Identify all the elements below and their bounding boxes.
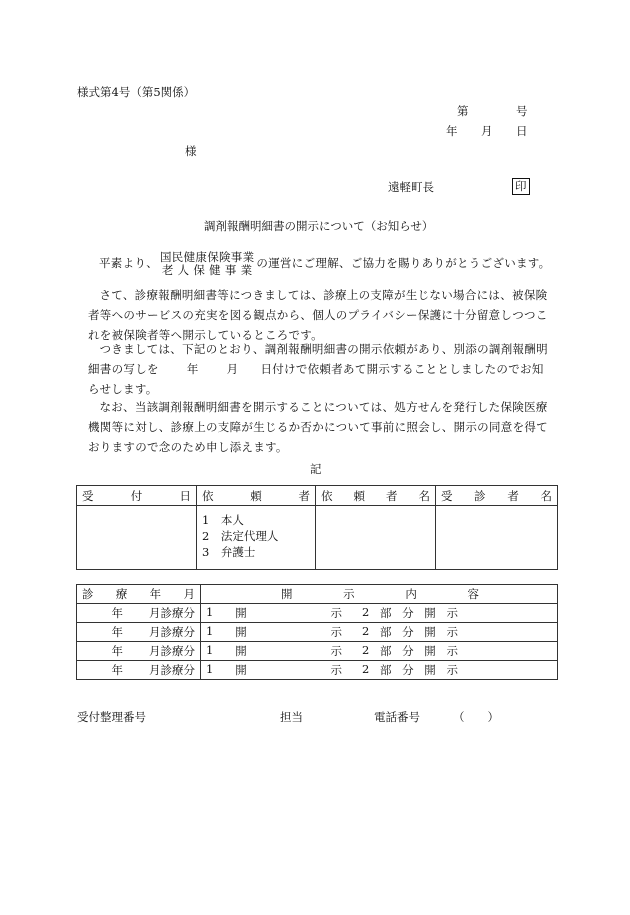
header-char: 者 — [507, 488, 519, 503]
header-char: 受 — [441, 488, 453, 503]
header-char: 頼 — [250, 488, 262, 503]
option-full-number: 1 — [206, 605, 214, 619]
option-partial-char: 分 — [402, 663, 414, 677]
header-cell-requester-name — [316, 486, 436, 506]
ki-heading: 記 — [310, 462, 322, 476]
disclosure-row — [77, 604, 558, 623]
seal-mark — [512, 178, 530, 195]
p1-stack-top: 国民健康保険事業 — [160, 250, 255, 264]
option-full-char-1: 開 — [235, 625, 247, 639]
request-table — [76, 485, 558, 570]
option-partial-char: 開 — [424, 625, 436, 639]
option-partial-number: 2 — [362, 605, 370, 619]
option-full-char-2: 示 — [330, 625, 342, 639]
reception-date-cell — [77, 506, 197, 570]
header-cell-requester — [197, 486, 316, 506]
header-char: 療 — [115, 587, 128, 601]
option-partial-number: 2 — [362, 662, 370, 676]
header-char: 受 — [82, 488, 94, 503]
disclosure-rows — [77, 604, 558, 680]
row-year: 年 — [111, 644, 123, 658]
option-partial-char: 示 — [446, 625, 458, 639]
date-year: 年 — [446, 124, 458, 138]
header-char: 示 — [343, 587, 355, 601]
disclosure-row — [77, 623, 558, 642]
row-month-label: 月診療分 — [149, 663, 195, 677]
p3-part-b: 日付けで依頼者あて開示することとしましたのでお知らせします。 — [88, 362, 544, 396]
option-partial-char: 開 — [424, 644, 436, 658]
header-char: 者 — [386, 488, 398, 503]
option-full-number: 1 — [206, 624, 214, 638]
row-year: 年 — [111, 606, 123, 620]
option-partial-number: 2 — [362, 624, 370, 638]
option-partial-char: 部 — [379, 663, 392, 677]
header-cell-treatment-month — [77, 585, 201, 604]
option-full-char-1: 開 — [235, 663, 247, 677]
option-partial-char: 部 — [379, 606, 392, 620]
phone-parens: （ ） — [453, 710, 499, 724]
form-number: 様式第4号（第5関係） — [77, 85, 196, 99]
disclosure-options-cell — [201, 661, 558, 680]
option-partial-char: 分 — [402, 644, 414, 658]
option-partial-char: 示 — [446, 606, 458, 620]
header-char: 日 — [179, 488, 191, 503]
row-month-label: 月診療分 — [149, 644, 195, 658]
requester-option-lawyer: 3 弁護士 — [202, 545, 256, 559]
p3-month: 月 — [226, 362, 239, 376]
p3-part-a: つきましては、下記のとおり、調剤報酬明細書の開示依頼があり、別添の調剤報酬明細書の写しを — [88, 342, 548, 376]
option-full-char-2: 示 — [330, 606, 342, 620]
header-char: 内 — [405, 587, 417, 601]
header-char: 依 — [321, 488, 333, 503]
p3-year: 年 — [186, 362, 199, 376]
treatment-month-cell — [77, 642, 201, 661]
disclosure-options-cell — [201, 642, 558, 661]
paragraph-4: なお、当該調剤報酬明細書を開示することについては、処方せんを発行した保険医療機関等に対し、診療上の支障が生じるか否かについて事前に照会し、開示の同意を得ておりますので念のため申し添えます。 — [88, 400, 548, 454]
header-char: 名 — [418, 488, 430, 503]
header-cell-reception-date — [77, 486, 197, 506]
option-partial-char: 開 — [424, 663, 436, 677]
option-partial-char: 示 — [446, 663, 458, 677]
header-requester-name — [321, 488, 430, 504]
header-char: 容 — [467, 587, 479, 601]
date-day: 日 — [516, 124, 528, 138]
doc-number-dai: 第 — [457, 104, 469, 118]
requester-name-cell — [316, 506, 436, 570]
receipt-number-label: 受付整理番号 — [77, 710, 146, 724]
disclosure-options-cell — [201, 623, 558, 642]
option-partial-char: 分 — [402, 606, 414, 620]
p1-stack-bottom: 老 人 保 健 事 業 — [161, 263, 253, 277]
header-requester — [202, 488, 310, 504]
row-year: 年 — [111, 625, 123, 639]
header-char: 付 — [130, 488, 143, 503]
option-full-char-1: 開 — [235, 606, 247, 620]
addressee-sama: 様 — [185, 144, 197, 158]
header-char: 開 — [281, 587, 293, 601]
disclosure-row — [77, 661, 558, 680]
disclosure-table-header — [77, 585, 558, 604]
header-disclosure-content — [281, 586, 479, 602]
p1-suffix: の運営にご理解、ご協力を賜りありがとうございます。 — [256, 256, 551, 270]
date-month: 月 — [481, 124, 493, 138]
requester-options-cell — [197, 506, 316, 570]
header-char: 月 — [183, 587, 195, 601]
header-char: 依 — [202, 488, 214, 503]
disclosure-options-cell — [201, 604, 558, 623]
paragraph-3 — [88, 339, 552, 399]
request-table-body — [77, 506, 558, 570]
header-char: 頼 — [353, 488, 365, 503]
header-char: 者 — [298, 488, 310, 503]
p1-prefix: 平素より、 — [99, 256, 158, 270]
paragraph-2: さて、診療報酬明細書等につきましては、診療上の支障が生じない場合には、被保険者等へのサービスの充実を図る観点から、個人のプライバシー保護に十分留意しつつこれを被保険者等へ開示しているところです。 — [88, 288, 548, 342]
option-partial-char: 部 — [379, 625, 392, 639]
header-char: 診 — [82, 587, 94, 601]
header-char: 診 — [474, 488, 486, 503]
header-reception-date — [82, 488, 191, 504]
document-title: 調剤報酬明細書の開示について（お知らせ） — [204, 219, 434, 233]
option-full-number: 1 — [206, 643, 214, 657]
treatment-month-cell — [77, 623, 201, 642]
treatment-month-cell — [77, 604, 201, 623]
option-partial-number: 2 — [362, 643, 370, 657]
row-month-label: 月診療分 — [149, 606, 195, 620]
staff-label: 担当 — [280, 710, 303, 724]
requester-option-legal-rep: 2 法定代理人 — [202, 529, 279, 543]
option-partial-char: 部 — [379, 644, 392, 658]
patient-name-cell — [436, 506, 558, 570]
option-full-char-2: 示 — [330, 663, 342, 677]
option-full-char-1: 開 — [235, 644, 247, 658]
seal-text: 印 — [512, 178, 530, 195]
header-cell-patient-name — [436, 486, 558, 506]
sender: 遠軽町長 — [388, 180, 434, 194]
disclosure-table — [76, 584, 558, 680]
header-treatment-month — [82, 586, 195, 602]
header-char: 年 — [149, 587, 162, 601]
disclosure-row — [77, 642, 558, 661]
option-partial-char: 示 — [446, 644, 458, 658]
row-month-label: 月診療分 — [149, 625, 195, 639]
doc-number-go: 号 — [516, 104, 528, 118]
treatment-month-cell — [77, 661, 201, 680]
paragraph-1 — [88, 248, 550, 278]
header-patient-name — [441, 488, 552, 504]
header-char: 名 — [540, 488, 552, 503]
option-full-number: 1 — [206, 662, 214, 676]
row-year: 年 — [111, 663, 123, 677]
option-partial-char: 分 — [402, 625, 414, 639]
p1-stacked — [160, 251, 254, 277]
request-table-header — [77, 486, 558, 506]
header-cell-disclosure-content — [201, 585, 558, 604]
requester-option-self: 1 本人 — [202, 513, 244, 527]
phone-label: 電話番号 — [374, 710, 420, 724]
option-full-char-2: 示 — [330, 644, 342, 658]
option-partial-char: 開 — [424, 606, 436, 620]
